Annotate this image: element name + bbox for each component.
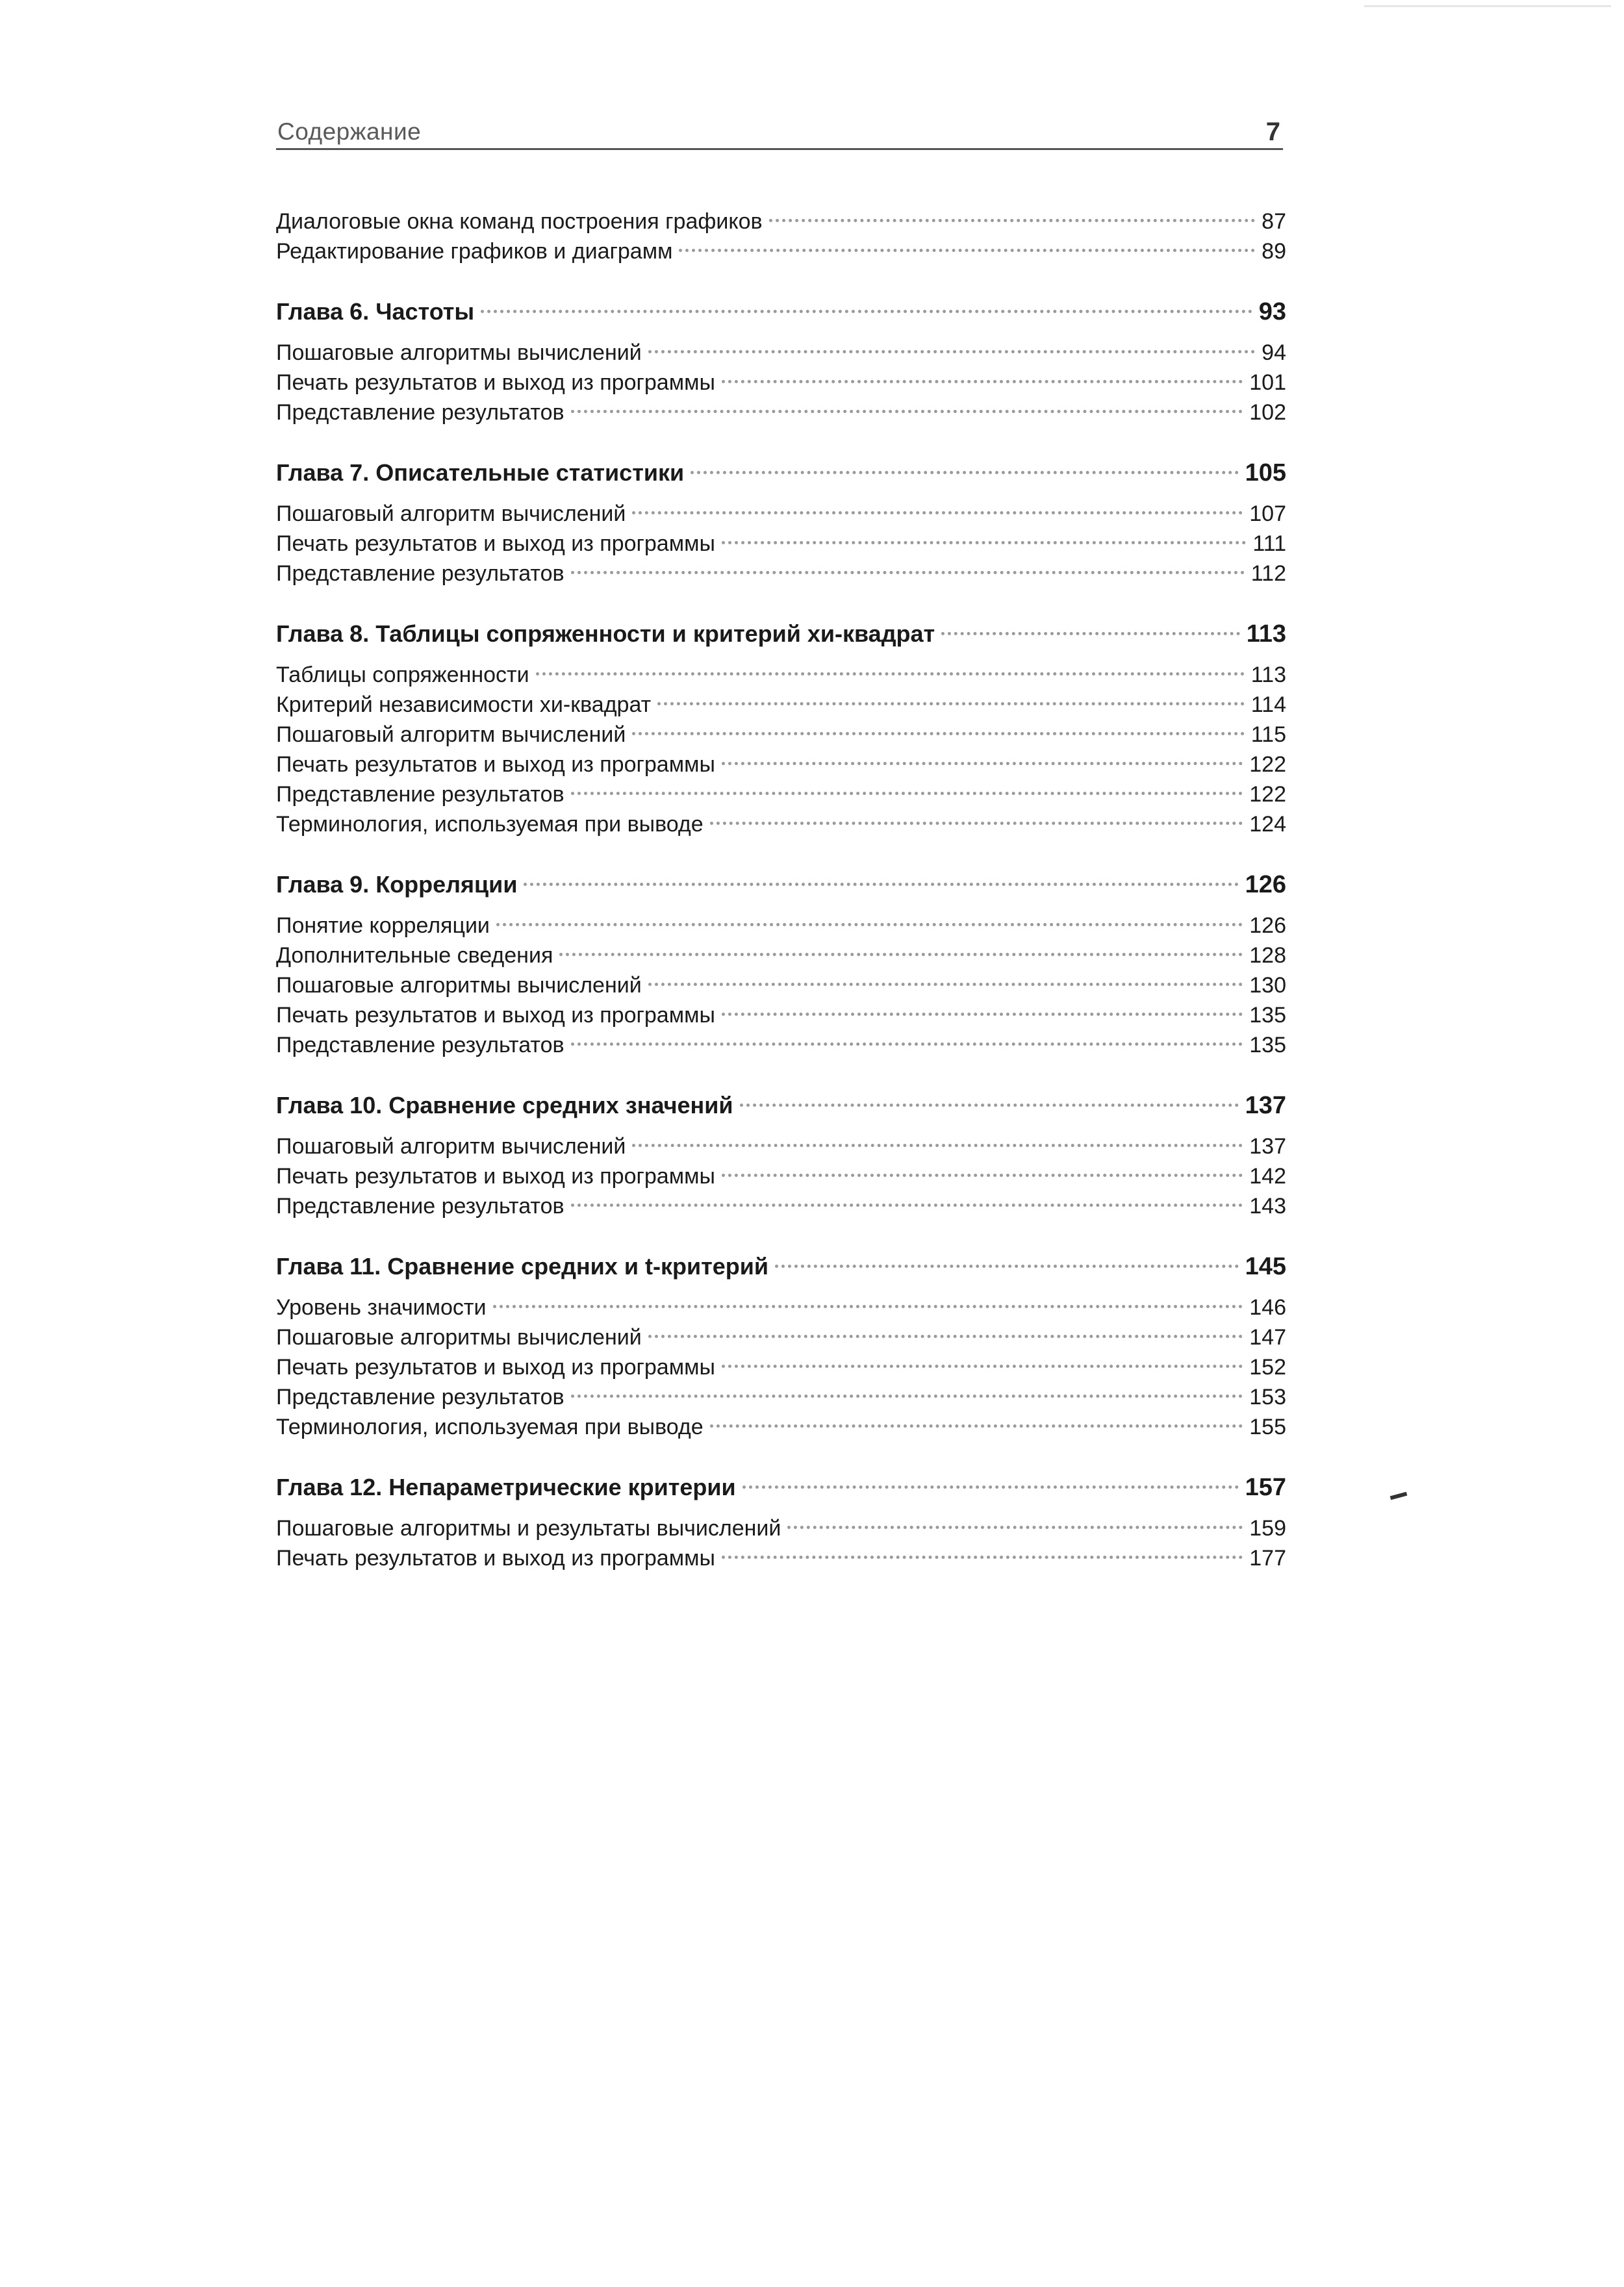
dot-leader — [742, 1485, 1239, 1489]
dot-leader — [722, 1013, 1243, 1016]
toc-section-entry[interactable] — [276, 750, 1286, 779]
dot-leader — [571, 792, 1243, 795]
dot-leader — [691, 471, 1238, 474]
toc-entry-title: Пошаговые алгоритмы вычислений — [276, 340, 642, 365]
dot-leader — [481, 310, 1252, 313]
dot-leader — [710, 1424, 1243, 1428]
toc-entry-title: Печать результатов и выход из программы — [276, 531, 715, 556]
toc-section-entry[interactable] — [276, 236, 1286, 266]
toc-entry-title: Представление результатов — [276, 782, 565, 807]
toc-entry-page: 93 — [1258, 298, 1286, 325]
toc-entry-page: 122 — [1249, 782, 1286, 807]
toc-section-entry[interactable] — [276, 720, 1286, 750]
scan-artifact-mark — [1390, 1492, 1408, 1500]
dot-leader — [536, 672, 1245, 676]
toc-chapter-entry[interactable] — [276, 1086, 1286, 1125]
dot-leader — [571, 1204, 1243, 1207]
toc-entry-title: Пошаговый алгоритм вычислений — [276, 501, 626, 526]
dot-leader — [571, 410, 1243, 413]
toc-section-entry[interactable] — [276, 1322, 1286, 1352]
toc-entry-title: Представление результатов — [276, 400, 565, 425]
toc-entry-title: Уровень значимости — [276, 1295, 487, 1320]
toc-entry-page: 105 — [1245, 459, 1286, 486]
toc-entry-page: 101 — [1249, 370, 1286, 395]
toc-entry-title: Пошаговые алгоритмы вычислений — [276, 973, 642, 998]
toc-entry-page: 137 — [1249, 1134, 1286, 1159]
toc-section-entry[interactable] — [276, 1000, 1286, 1030]
toc-entry-title: Глава 10. Сравнение средних значений — [276, 1092, 733, 1118]
toc-entry-title: Печать результатов и выход из программы — [276, 1164, 715, 1189]
dot-leader — [632, 511, 1243, 514]
dot-leader — [648, 1335, 1243, 1338]
toc-section-entry[interactable] — [276, 941, 1286, 970]
toc-entry-page: 153 — [1249, 1385, 1286, 1409]
toc-entry-title: Пошаговые алгоритмы вычислений — [276, 1325, 642, 1350]
toc-entry-title: Таблицы сопряженности — [276, 663, 529, 687]
toc-section-entry[interactable] — [276, 1161, 1286, 1191]
toc-entry-title: Представление результатов — [276, 1194, 565, 1219]
dot-leader — [722, 380, 1243, 383]
toc-entry-title: Представление результатов — [276, 1385, 565, 1409]
toc-section-entry[interactable] — [276, 1352, 1286, 1382]
toc-section-entry[interactable] — [276, 368, 1286, 398]
dot-leader — [722, 541, 1246, 544]
toc-section-entry[interactable] — [276, 499, 1286, 529]
toc-entry-page: 128 — [1249, 943, 1286, 968]
toc-section-entry[interactable] — [276, 1293, 1286, 1322]
toc-entry-title: Глава 11. Сравнение средних и t-критерий — [276, 1253, 768, 1280]
toc-chapter-entry[interactable] — [276, 1247, 1286, 1286]
toc-section-entry[interactable] — [276, 398, 1286, 427]
toc-section-entry[interactable] — [276, 690, 1286, 720]
toc-chapter-entry[interactable] — [276, 614, 1286, 653]
toc-entry-page: 124 — [1249, 812, 1286, 837]
toc-entry-page: 152 — [1249, 1355, 1286, 1380]
dot-leader — [941, 632, 1240, 635]
toc-section-entry[interactable] — [276, 1543, 1286, 1573]
dot-leader — [524, 883, 1238, 886]
toc-section-entry[interactable] — [276, 1513, 1286, 1543]
toc-entry-title: Терминология, используемая при выводе — [276, 1415, 704, 1439]
toc-entry-page: 102 — [1249, 400, 1286, 425]
toc-entry-title: Печать результатов и выход из программы — [276, 1003, 715, 1028]
toc-entry-page: 111 — [1252, 531, 1286, 556]
toc-section-entry[interactable] — [276, 911, 1286, 941]
toc-section-entry[interactable] — [276, 559, 1286, 588]
toc-entry-page: 135 — [1249, 1033, 1286, 1057]
dot-leader — [632, 1144, 1243, 1147]
toc-entry-title: Глава 7. Описательные статистики — [276, 459, 685, 486]
page-header — [276, 112, 1283, 150]
toc-entry-page: 135 — [1249, 1003, 1286, 1028]
dot-leader — [648, 350, 1255, 353]
toc-entry-title: Представление результатов — [276, 561, 565, 586]
toc-entry-page: 87 — [1262, 209, 1286, 234]
toc-entry-page: 113 — [1246, 620, 1286, 648]
toc-entry-page: 146 — [1249, 1295, 1286, 1320]
dot-leader — [648, 983, 1243, 986]
dot-leader — [679, 249, 1255, 252]
toc-section-entry[interactable] — [276, 338, 1286, 368]
toc-section-entry[interactable] — [276, 1412, 1286, 1442]
dot-leader — [571, 1395, 1243, 1398]
dot-leader — [710, 822, 1243, 825]
toc-section-entry[interactable] — [276, 660, 1286, 690]
toc-chapter-entry[interactable] — [276, 453, 1286, 492]
toc-entry-title: Глава 9. Корреляции — [276, 871, 518, 898]
toc-entry-page: 147 — [1249, 1325, 1286, 1350]
toc-section-entry[interactable] — [276, 1191, 1286, 1221]
dot-leader — [632, 732, 1244, 735]
dot-leader — [722, 1174, 1243, 1177]
table-of-contents — [276, 207, 1286, 1573]
toc-entry-page: 112 — [1250, 561, 1286, 586]
toc-entry-page: 137 — [1245, 1092, 1286, 1119]
toc-entry-page: 107 — [1249, 501, 1286, 526]
toc-entry-page: 113 — [1250, 663, 1286, 687]
toc-chapter-entry[interactable] — [276, 292, 1286, 331]
toc-section-entry[interactable] — [276, 1131, 1286, 1161]
dot-leader — [769, 219, 1256, 222]
toc-chapter-entry[interactable] — [276, 1468, 1286, 1507]
toc-entry-page: 155 — [1249, 1415, 1286, 1439]
toc-section-entry[interactable] — [276, 1382, 1286, 1412]
toc-section-entry[interactable] — [276, 1030, 1286, 1060]
toc-entry-page: 159 — [1249, 1516, 1286, 1541]
toc-entry-title: Печать результатов и выход из программы — [276, 370, 715, 395]
toc-entry-title: Понятие корреляции — [276, 913, 490, 938]
toc-entry-title: Пошаговые алгоритмы и результаты вычислений — [276, 1516, 781, 1541]
toc-entry-title: Критерий независимости хи-квадрат — [276, 692, 652, 717]
toc-section-entry[interactable] — [276, 970, 1286, 1000]
dot-leader — [722, 762, 1243, 765]
toc-entry-page: 145 — [1245, 1253, 1286, 1280]
toc-entry-title: Печать результатов и выход из программы — [276, 1355, 715, 1380]
scan-artifact-line — [1364, 5, 1611, 7]
running-title: Содержание — [277, 118, 422, 145]
toc-entry-title: Диалоговые окна команд построения графиков — [276, 209, 763, 234]
toc-entry-title: Дополнительные сведения — [276, 943, 553, 968]
toc-entry-title: Глава 12. Непараметрические критерии — [276, 1474, 736, 1500]
toc-entry-title: Представление результатов — [276, 1033, 565, 1057]
dot-leader — [571, 571, 1245, 574]
toc-entry-page: 130 — [1249, 973, 1286, 998]
toc-entry-title: Глава 6. Частоты — [276, 298, 475, 325]
page-number: 7 — [1265, 118, 1280, 146]
toc-entry-page: 177 — [1249, 1546, 1286, 1571]
toc-entry-title: Печать результатов и выход из программы — [276, 752, 715, 777]
toc-entry-page: 114 — [1250, 692, 1286, 717]
toc-entry-title: Пошаговый алгоритм вычислений — [276, 1134, 626, 1159]
toc-section-entry[interactable] — [276, 779, 1286, 809]
toc-entry-page: 94 — [1262, 340, 1286, 365]
toc-entry-page: 115 — [1250, 722, 1286, 747]
dot-leader — [775, 1265, 1239, 1268]
dot-leader — [657, 702, 1245, 705]
toc-entry-page: 143 — [1249, 1194, 1286, 1219]
toc-entry-page: 126 — [1249, 913, 1286, 938]
dot-leader — [740, 1104, 1239, 1107]
toc-section-entry[interactable] — [276, 207, 1286, 236]
toc-entry-title: Печать результатов и выход из программы — [276, 1546, 715, 1571]
toc-chapter-entry[interactable] — [276, 865, 1286, 904]
toc-section-entry[interactable] — [276, 529, 1286, 559]
toc-entry-page: 142 — [1249, 1164, 1286, 1189]
dot-leader — [571, 1042, 1243, 1046]
toc-entry-title: Терминология, используемая при выводе — [276, 812, 704, 837]
toc-section-entry[interactable] — [276, 809, 1286, 839]
toc-entry-title: Глава 8. Таблицы сопряженности и критерий хи-квадрат — [276, 620, 935, 647]
toc-entry-title: Редактирование графиков и диаграмм — [276, 239, 673, 264]
dot-leader — [496, 923, 1243, 926]
toc-entry-title: Пошаговый алгоритм вычислений — [276, 722, 626, 747]
toc-entry-page: 157 — [1245, 1474, 1286, 1501]
toc-entry-page: 89 — [1262, 239, 1286, 264]
toc-entry-page: 122 — [1249, 752, 1286, 777]
dot-leader — [787, 1526, 1243, 1529]
dot-leader — [722, 1556, 1243, 1559]
dot-leader — [559, 953, 1243, 956]
dot-leader — [722, 1365, 1243, 1368]
dot-leader — [493, 1305, 1243, 1308]
toc-entry-page: 126 — [1245, 871, 1286, 898]
